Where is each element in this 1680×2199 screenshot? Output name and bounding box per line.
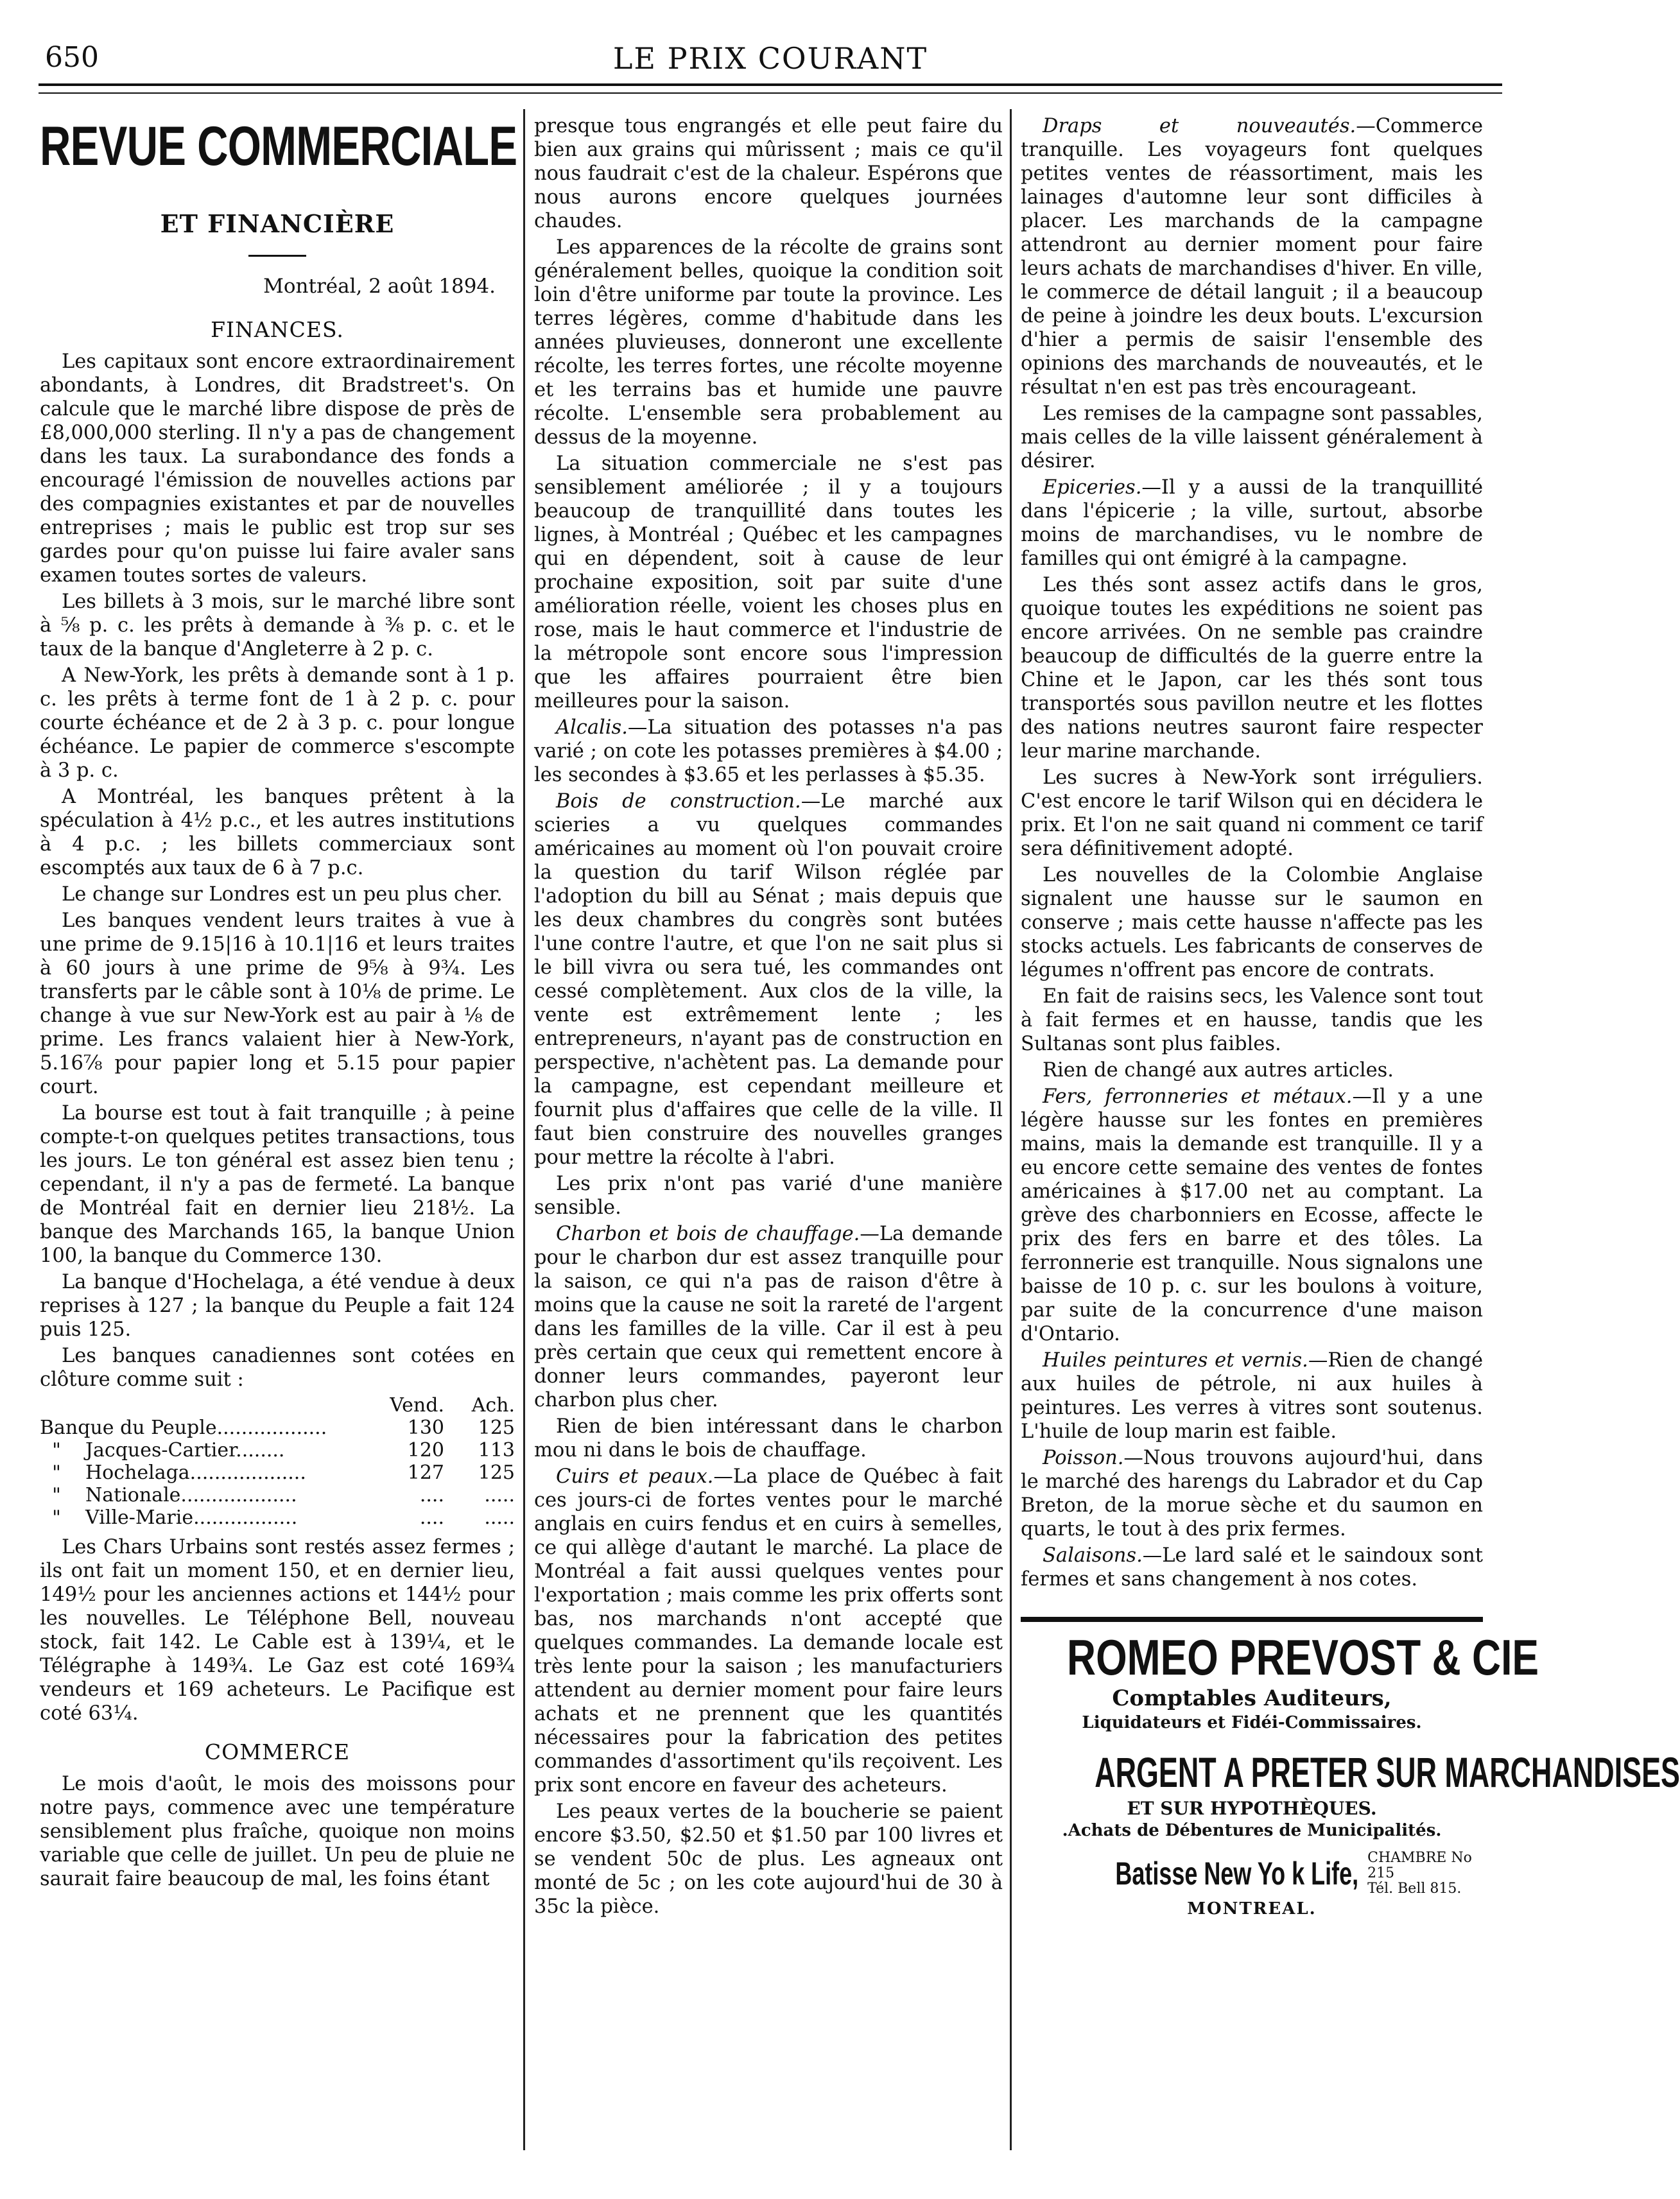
text-bois: —Le marché aux scieries a vu quelques commandes américaines au moment où l'on pouvait croire la question du tarif Wilson réglée par l'adoption du bill au Sénat ; mais depuis que les deux chambres du congrès sont butées l'une contre l'autre, et que l'on ne sait plus si le bill vivra ou sera tué, les commandes ont cessé complètement. Aux clos de la ville, la vente est extrêmement lente ; les entrepreneurs, n'ayant pas de construction en perspective, n'achètent pas. La demande pour la campagne, est cependant meilleure et fournit plus d'affaires que celle de la ville. Il faut bien construire des nouvelles granges pour mettre la récolte à l'abri. <box>534 790 1003 1169</box>
header-vend: Vend. <box>390 1394 444 1417</box>
rubric-epiceries: Epiceries. <box>1043 476 1142 499</box>
ach-value: ..... <box>484 1484 515 1506</box>
paragraph: Les prix n'ont pas varié d'une manière sensible. <box>534 1173 1003 1219</box>
rubric-bois: Bois de construction. <box>556 790 801 813</box>
text-poisson: —Nous trouvons aujourd'hui, dans le marché des harengs du Labrador et du Cap Breton, de la morue sèche et du saumon en quarts, le tout à des prix fermes. <box>1021 1447 1483 1540</box>
table-row <box>40 1484 515 1506</box>
ach-value: 113 <box>478 1439 515 1462</box>
text-draps: —Commerce tranquille. Les voyageurs font quelques petites ventes de réassortiment, mais les lainages d'automne leur sont difficiles à placer. Les marchands de la campagne attendront au dernier moment pour faire leurs achats de marchandises d'hiver. En ville, le commerce de détail languit ; il a beaucoup de peine à joindre les deux bouts. L'excursion d'hier a permis de saisir l'ensemble des opinions des marchands de nouveautés, et le résultat n'en est pas très encourageant. <box>1021 115 1483 399</box>
paragraph-fers <box>1021 1085 1483 1346</box>
paragraph: Les thés sont assez actifs dans le gros, quoique toutes les expéditions ne soient pas encore arrivées. On ne semble pas craindre beaucoup de difficultés de la guerre entre la Chine et le Japon, car les thés sont tous transportés sous pavillon neutre et les flottes des nations neutres sauront faire respecter leur marine marchande. <box>1021 574 1483 763</box>
paragraph: Les apparences de la récolte de grains sont généralement belles, quoique la condition soit loin d'être uniforme par toute la province. Les terres légères, comme d'habitude dans les années pluvieuses, donneront une excellente récolte, les terres fortes, une récolte moyenne et les terrains bas et humide une pauvre récolte. L'ensemble sera probablement au dessus de la moyenne. <box>534 236 1003 449</box>
paragraph: Les capitaux sont encore extraordinairement abondants, à Londres, dit Bradstreet's. On calcule que le marché libre dispose de près de £8,000,000 sterling. Il n'y a pas de changement dans les taux. La surabondance des fonds a encouragé l'émission de nouvelles actions par des compagnies existantes et par de nouvelles entreprises ; mais le public est trop sur ses gardes pour qu'on puisse lui faire avaler sans examen toutes sortes de valeurs. <box>40 350 515 587</box>
ach-value: 125 <box>478 1462 515 1484</box>
paragraph: Les banques vendent leurs traites à vue à une prime de 9.15|16 à 10.1|16 et leurs traites à 60 jours à une prime de 9⅝ à 9¾. Les transferts par le câble sont à 10⅛ de prime. Le change à vue sur New-York est au pair à ⅛ de prime. Les francs valaient hier à New-York, 5.16⅞ pour papier long et 5.15 pour papier court. <box>40 910 515 1098</box>
revue-title: REVUE COMMERCIALE <box>40 116 517 177</box>
ad-loan-headline: ARGENT A PRETER SUR MARCHANDISES <box>1095 1748 1680 1796</box>
running-title: LE PRIX COURANT <box>612 41 928 76</box>
ad-rule <box>1021 1617 1483 1622</box>
table-row <box>40 1506 515 1529</box>
ach-value: ..... <box>484 1506 515 1529</box>
rubric-alcalis: Alcalis. <box>556 716 628 739</box>
paragraph-bois <box>534 789 1003 1169</box>
revue-subtitle: ET FINANCIÈRE <box>160 209 395 238</box>
paragraph: Rien de bien intéressant dans le charbon mou ni dans le bois de chauffage. <box>534 1415 1003 1462</box>
paragraph-alcalis <box>534 716 1003 787</box>
ad-chambre: CHAMBRE No 215 <box>1367 1850 1472 1881</box>
paragraph: Les remises de la campagne sont passables, mais celles de la ville laissent généralement à désirer. <box>1021 402 1483 472</box>
column-3 <box>1021 114 1680 2143</box>
vend-value: 127 <box>407 1462 444 1484</box>
column-divider-2 <box>1010 109 1012 2150</box>
text-fers: —Il y a une légère hausse sur les fontes en premières mains, mais la demande est tranquille. Il y a eu encore cette semaine des ventes de fontes américaines à $17.00 net au comptant. La grève des charbonniers en Ecosse, affecte le prix des fers en barre et des tôles. La ferronnerie est tranquille. Nous signalons une baisse de 10 p. c. sur les boulons à voiture, par suite de la concurrence d'une maison d'Ontario. <box>1021 1085 1483 1345</box>
vend-value: .... <box>419 1506 444 1529</box>
text-alcalis: —La situation des potasses n'a pas varié ; on cote les potasses premières à $4.00 ; les secondes à $3.65 et les perlasses à $5.35. <box>534 716 1003 786</box>
rubric-poisson: Poisson. <box>1043 1447 1124 1469</box>
ad-address <box>1021 1850 1483 1897</box>
bank-quotes-table <box>40 1394 515 1529</box>
paragraph: La bourse est tout à fait tranquille ; à peine compte-t-on quelques petites transactions, tous les jours. Le ton général est assez bien tenu ; cependant, il n'y a pas de fermeté. La banque de Montréal fait en dernier lieu 218½. La banque des Marchands 165, la banque Union 100, la banque du Commerce 130. <box>40 1102 515 1267</box>
table-row <box>40 1417 515 1439</box>
paragraph: Le change sur Londres est un peu plus cher. <box>62 883 503 906</box>
paragraph: Rien de changé aux autres articles. <box>1043 1059 1394 1082</box>
paragraph: A Montréal, les banques prêtent à la spéculation à 4½ p.c., et les autres institutions à 4 p.c. ; les billets commerciaux sont escomptés aux taux de 6 à 7 p.c. <box>40 786 515 879</box>
ach-value: 125 <box>478 1417 515 1439</box>
dateline: Montréal, 2 août 1894. <box>263 275 496 298</box>
paragraph-cuirs <box>534 1465 1003 1797</box>
column-divider-1 <box>523 109 525 2150</box>
bank-name: " Ville-Marie................. <box>40 1506 298 1529</box>
paragraph: Les peaux vertes de la boucherie se paient encore $3.50, $2.50 et $1.50 par 100 livres et se vendent 50c de plus. Les agneaux ont monté de 5c ; on les cote aujourd'hui de 30 à 35c la pièce. <box>534 1800 1003 1918</box>
paragraph: La banque d'Hochelaga, a été vendue à deux reprises à 127 ; la banque du Peuple a fait 124 puis 125. <box>40 1271 515 1341</box>
paragraph-salaisons <box>1021 1544 1483 1591</box>
paragraph-epiceries <box>1021 476 1483 571</box>
vend-value: 120 <box>407 1439 444 1462</box>
rubric-fers: Fers, ferronneries et métaux. <box>1043 1085 1353 1108</box>
paragraph: A New-York, les prêts à demande sont à 1 p. c. les prêts à terme font de 1 à 2 p. c. pour courte échéance et de 2 à 3 p. c. pour longue échéance. Le papier de commerce s'escompte à 3 p. c. <box>40 664 515 782</box>
bank-name: " Jacques-Cartier........ <box>40 1439 285 1462</box>
header-rule <box>39 83 1502 86</box>
section-head-commerce: COMMERCE <box>204 1739 351 1764</box>
table-row <box>40 1462 515 1484</box>
rubric-charbon: Charbon et bois de chauffage. <box>556 1223 860 1245</box>
paragraph: Le mois d'août, le mois des moissons pour notre pays, commence avec une température sensiblement plus fraîche, quoique non moins variable que celle de juillet. Un peu de pluie ne saurait faire beaucoup de mal, les foins étant <box>40 1773 515 1890</box>
ad-line-debentures: .Achats de Débentures de Municipalités. <box>1062 1821 1442 1840</box>
paragraph: En fait de raisins secs, les Valence sont tout à fait fermes et en hausse, tandis que les Sultanas sont plus faibles. <box>1021 985 1483 1055</box>
page-number: 650 <box>45 41 99 74</box>
ad-line-comptables: Comptables Auditeurs, <box>1112 1686 1392 1711</box>
table-header-row <box>40 1394 515 1417</box>
ad-line-hypotheques: ET SUR HYPOTHÈQUES. <box>1127 1798 1377 1819</box>
paragraph: Les Chars Urbains sont restés assez fermes ; ils ont fait un moment 150, et en dernier lieu, 149½ pour les anciennes actions et 144½ pour les nouvelles. Le Téléphone Bell, nouveau stock, fait 142. Le Cable est à 139¼, et le Télégraphe à 149¾. Le Gaz est coté 169¾ vendeurs et 169 acheteurs. Le Pacifique est coté 63¼. <box>40 1536 515 1725</box>
paragraph: La situation commerciale ne s'est pas sensiblement améliorée ; il y a toujours beaucoup de tranquillité dans toutes les lignes, à Montréal ; Québec et les campagnes qui en dépendent, soit à cause de leur prochaine exposition, soit par suite d'une amélioration réelle, voient les choses plus en rose, mais le haut commerce et l'industrie de la métropole sont encore sous l'impression que les affaires pourraient être bien meilleures pour la saison. <box>534 453 1003 712</box>
text-salaisons: —Le lard salé et le saindoux sont fermes et sans changement à nos cotes. <box>1021 1544 1483 1591</box>
bank-name: " Nationale................... <box>40 1484 297 1506</box>
ad-line-liquidateurs: Liquidateurs et Fidéi-Commissaires. <box>1082 1713 1422 1732</box>
paragraph-charbon <box>534 1222 1003 1412</box>
header-ach: Ach. <box>471 1394 515 1417</box>
text-huiles: —Rien de changé aux huiles de pétrole, ni aux huiles à peintures. Les verres à vitres sont soutenus. L'huile de loup marin est faible. <box>1021 1349 1483 1443</box>
text-charbon: —La demande pour le charbon dur est assez tranquille pour la saison, ce qui n'a pas de raison d'être à moins que la cause ne soit la rareté de l'argent dans les familles de la ville. Car il est à peu près certain que ceux qui remettent encore à donner leurs commandes, payeront leur charbon plus cher. <box>534 1223 1003 1411</box>
rubric-huiles: Huiles peintures et vernis. <box>1043 1349 1308 1372</box>
bank-name: " Hochelaga................... <box>40 1462 306 1484</box>
paragraph: Les billets à 3 mois, sur le marché libre sont à ⅝ p. c. les prêts à demande à ⅜ p. c. et le taux de la banque d'Angleterre à 2 p. c. <box>40 591 515 660</box>
rubric-cuirs: Cuirs et peaux. <box>556 1465 714 1488</box>
table-row <box>40 1439 515 1462</box>
header-rule-thin <box>39 92 1502 94</box>
ad-room-phone <box>1367 1850 1483 1897</box>
paragraph: presque tous engrangés et elle peut faire du bien aux grains qui mûrissent ; mais ce qu'il nous faudrait c'est de la chaleur. Espérons que nous aurons encore quelques journées chaudes. <box>534 115 1003 232</box>
text-epiceries: —Il y a aussi de la tranquillité dans l'épicerie ; la ville, surtout, absorbe moins de marchandises, vu le nombre de familles qui ont émigré à la campagne. <box>1021 476 1483 570</box>
column-2 <box>534 114 1003 2143</box>
paragraph-draps <box>1021 114 1483 399</box>
paragraph-huiles <box>1021 1349 1483 1444</box>
vend-value: 130 <box>407 1417 444 1439</box>
ad-company-name: ROMEO PREVOST & CIE <box>1067 1629 1539 1686</box>
paragraph: Les sucres à New-York sont irréguliers. C'est encore le tarif Wilson qui en décidera le prix. Et l'on ne sait quand ni comment ce tarif sera définitivement adopté. <box>1021 766 1483 860</box>
bank-name: Banque du Peuple.................. <box>40 1417 327 1439</box>
vend-value: .... <box>419 1484 444 1506</box>
ad-building: Batisse New Yo k Life, <box>1115 1856 1359 1892</box>
column-1 <box>40 114 515 2143</box>
section-head-finances: FINANCES. <box>211 317 344 342</box>
paragraph: Les banques canadiennes sont cotées en clôture comme suit : <box>40 1345 515 1391</box>
ad-tel: Tél. Bell 815. <box>1367 1881 1462 1897</box>
ad-city: MONTREAL. <box>1187 1899 1317 1919</box>
rubric-salaisons: Salaisons. <box>1043 1544 1143 1567</box>
paragraph: Les nouvelles de la Colombie Anglaise signalent une hausse sur le saumon en conserve ; mais cette hausse n'affecte pas les stocks actuels. Les fabricants de conserves de légumes n'offrent pas encore de contrats. <box>1021 864 1483 981</box>
text-cuirs: —La place de Québec à fait ces jours-ci de fortes ventes pour le marché anglais en cuirs fendus et en cuirs à semelles, ce qui allège d'autant le marché. La place de Montréal a fait aussi quelques ventes pour l'exportation ; mais comme les prix offerts sont bas, nos marchands n'ont accepté que quelques commandes. La demande locale est très lente pour la saison ; les manufacturiers attendent au dernier moment pour faire leurs achats et ne prennent que les quantités nécessaires pour la fabrication des petites commandes d'assortiment qu'ils reçoivent. Les prix sont encore en faveur des acheteurs. <box>534 1465 1003 1797</box>
paragraph-poisson <box>1021 1446 1483 1541</box>
short-rule <box>248 255 306 257</box>
advertisement <box>1021 1617 1680 1919</box>
rubric-draps: Draps et nouveautés. <box>1043 115 1356 137</box>
page-header <box>39 39 1502 77</box>
